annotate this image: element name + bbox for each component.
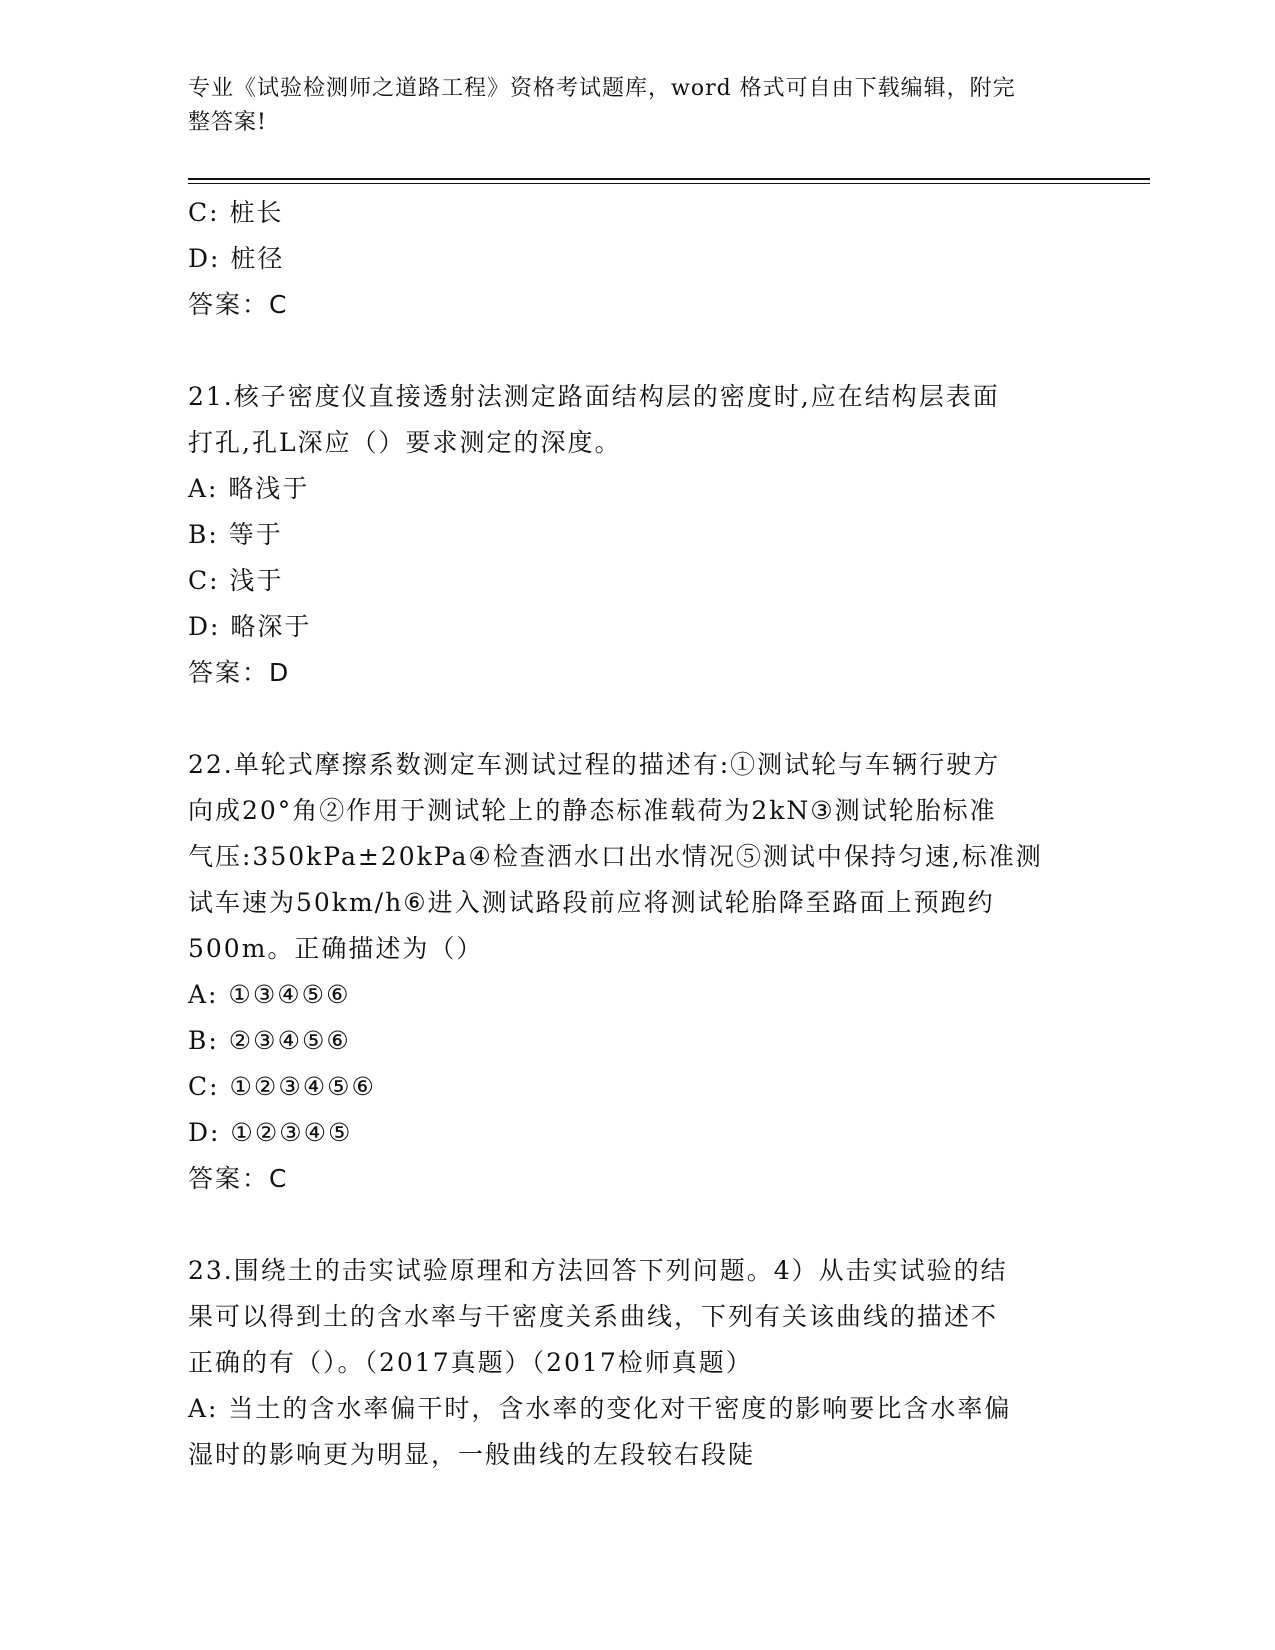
page-header	[188, 72, 1068, 140]
prev-option-d: D: 桩径	[188, 244, 285, 273]
question-text-line: 正确的有（）。（2017真题）（2017检师真题）	[188, 1348, 753, 1377]
option-a-continued: 湿时的影响更为明显，一般曲线的左段较右段陡	[188, 1440, 756, 1469]
question-text-line: 果可以得到土的含水率与干密度关系曲线，下列有关该曲线的描述不	[188, 1302, 999, 1331]
question-23	[188, 1248, 1068, 1478]
header-divider-thick	[188, 178, 1150, 180]
option-c: C: ①②③④⑤⑥	[188, 1072, 376, 1101]
spacer	[188, 696, 1068, 742]
option-b: B: ②③④⑤⑥	[188, 1026, 351, 1055]
prev-answer: 答案：C	[188, 290, 289, 319]
question-text-line: 向成20°角②作用于测试轮上的静态标准载荷为2kN③测试轮胎标准	[188, 796, 997, 825]
question-text-line: 500m。正确描述为（）	[188, 934, 484, 963]
option-a: A: 当土的含水率偏干时，含水率的变化对干密度的影响要比含水率偏	[188, 1394, 1012, 1423]
question-22	[188, 742, 1068, 1202]
option-b: B: 等于	[188, 520, 283, 549]
option-d: D: ①②③④⑤	[188, 1118, 353, 1147]
option-a: A: ①③④⑤⑥	[188, 980, 351, 1009]
option-a: A: 略浅于	[188, 474, 310, 503]
header-divider-thin	[188, 183, 1150, 184]
header-line-2: 整答案!	[188, 110, 267, 135]
question-text-line: 气压:350kPa±20kPa④检查洒水口出水情况⑤测试中保持匀速,标准测	[188, 842, 1043, 871]
question-text-line: 试车速为50km/h⑥进入测试路段前应将测试轮胎降至路面上预跑约	[188, 888, 995, 917]
option-d: D: 略深于	[188, 612, 312, 641]
spacer	[188, 1202, 1068, 1248]
question-text-line: 21.核子密度仪直接透射法测定路面结构层的密度时,应在结构层表面	[188, 382, 1000, 411]
question-content	[188, 190, 1068, 1478]
question-21	[188, 374, 1068, 696]
question-text-line: 打孔,孔L深应（）要求测定的深度。	[188, 428, 622, 457]
answer: 答案：C	[188, 1164, 289, 1193]
answer: 答案：D	[188, 658, 291, 687]
prev-option-c: C: 桩长	[188, 198, 284, 227]
question-text-line: 22.单轮式摩擦系数测定车测试过程的描述有:①测试轮与车辆行驶方	[188, 750, 1001, 779]
header-line-1: 专业《试验检测师之道路工程》资格考试题库，word 格式可自由下载编辑，附完	[188, 76, 1016, 101]
spacer	[188, 328, 1068, 374]
question-text-line: 23.围绕土的击实试验原理和方法回答下列问题。4）从击实试验的结	[188, 1256, 1008, 1285]
option-c: C: 浅于	[188, 566, 284, 595]
